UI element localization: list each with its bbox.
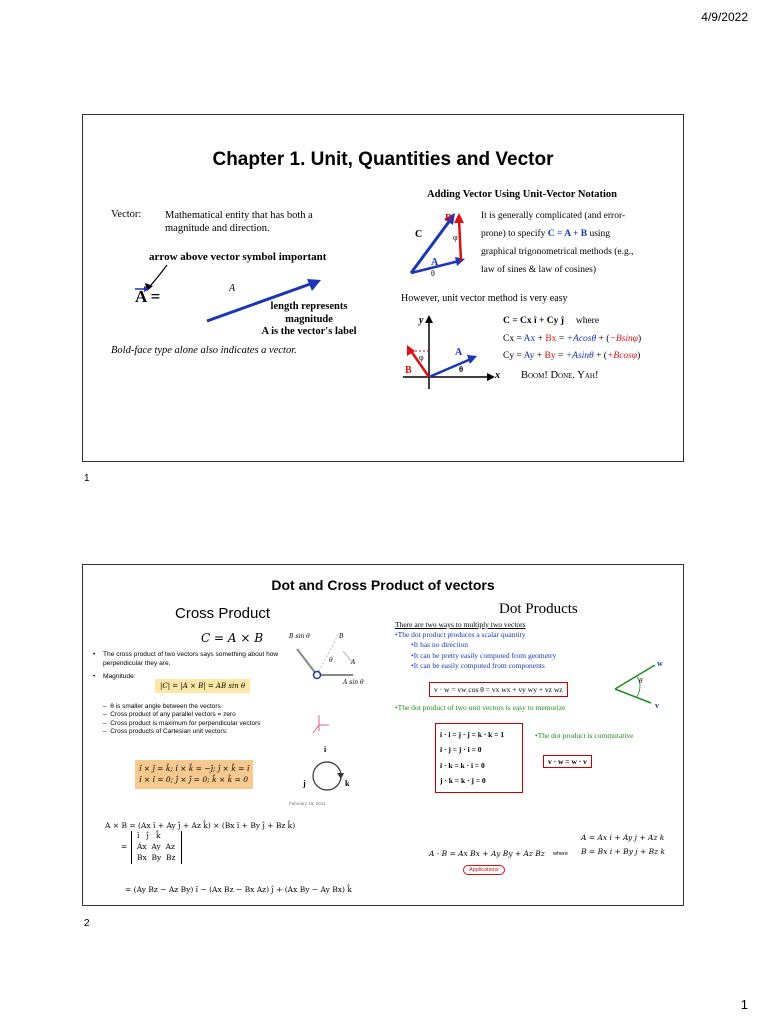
components-theta: θ [459, 365, 464, 374]
y-axis-head [425, 315, 433, 323]
component-equations [503, 313, 641, 385]
ab-where: where [553, 851, 568, 857]
dot-bullet-2: •It has no direction [411, 640, 468, 650]
cycle-i-label: i [324, 745, 327, 754]
eq-cy-plus: + [534, 351, 545, 362]
x-axis-head [487, 373, 495, 381]
cross-sub-3: – Cross product is maximum for perpendicular vectors [103, 719, 261, 727]
slide-2-title: Dot and Cross Product of vectors [271, 577, 495, 593]
triangle-b-head [454, 213, 464, 223]
dot-bullet-3: •It can be pretty easily computed from geometry [411, 650, 557, 660]
cross-bullet-2-text: Magnitude: [103, 672, 136, 680]
arrow-note: arrow above vector symbol important [149, 251, 327, 263]
fig-theta-label: θ [329, 657, 333, 664]
eq-cy-pre: Cy = [503, 351, 524, 362]
fig-asin-label: A sin θ [343, 679, 364, 686]
eq-cx-plus: + [535, 333, 546, 344]
triangle-b-arrow [459, 219, 461, 261]
vw-w-line [615, 665, 655, 689]
a-arrow-label: A [229, 283, 236, 294]
cycle-j-label: j [303, 779, 306, 788]
components-phi: φ [419, 353, 424, 362]
cross-sub-4: – Cross products of Cartesian unit vectors: [103, 728, 228, 736]
a-definition: A = Ax i + Ay j + Az k [581, 833, 665, 842]
triangle-phi: φ [453, 233, 458, 242]
eq-cy-bcos: +Bcosφ [606, 351, 638, 362]
determinant-eqsign: = [121, 842, 128, 851]
cross-product-title: Cross Product [175, 605, 271, 622]
b-definition: B = Bx i + By j + Bz k [581, 847, 666, 857]
adding-vector-text [481, 207, 681, 279]
cross-bullet-1: • The cross product of two vectors says something about how perpendicular they are. [93, 651, 279, 667]
eq-c-line [503, 313, 641, 331]
fig-a-label: A [351, 659, 356, 666]
adding-text-2: prone) to specify [481, 229, 546, 240]
triangle-c-label: C [415, 229, 423, 240]
dot-unit-box [435, 723, 523, 793]
dot-products-title: Dot Products [499, 601, 578, 617]
however-text: However, unit vector method is very easy [401, 293, 568, 304]
eq-cx-line [503, 331, 641, 349]
cross-sub-4-text: Cross products of Cartesian unit vectors: [110, 728, 228, 736]
cross-sub-2: – Cross product of any parallel vectors = zero [103, 711, 236, 719]
eq-cy-close: ) [637, 351, 641, 362]
det-row-2: Ax Ay Az [137, 841, 175, 851]
cycle-k-label: k [345, 779, 350, 788]
print-date: 4/9/2022 [701, 10, 748, 24]
eq-cx-acos: +Acosθ [566, 333, 597, 344]
adding-text-4: graphical trigonometrical methods (e.g., [481, 247, 634, 258]
eq-where: where [575, 316, 600, 326]
fig-bsin-label: B sin θ [289, 633, 310, 640]
ijk-cycle-arrow [337, 773, 344, 779]
determinant-matrix [131, 831, 182, 864]
fig-origin [314, 672, 321, 679]
label-note: A is the vector's label [261, 326, 357, 338]
figure-date: February 18, 2011 [289, 801, 326, 806]
vector-label: Vector: [111, 209, 142, 220]
dot-unit-3: i · k = k · i = 0 [440, 760, 485, 770]
determinant-line-3: = (Ay Bz − Az By) î − (Ax Bz − Bx Az) ĵ + (Ax By − Ay Bx) k̂ [125, 885, 352, 894]
vector-definition: Mathematical entity that has both a magnitude and direction. [165, 210, 313, 235]
small-axes-figure [309, 713, 331, 737]
boom-text: Boom! Done. Yah! [521, 369, 599, 381]
unit-cross-line-2: î × î = 0; ĵ × ĵ = 0; k̂ × k̂ = 0 [139, 775, 248, 785]
determinant-line-1: A × B = (Ax î + Ay ĵ + Az k̂) × (Bx î + By ĵ + Bz k̂) [105, 821, 296, 830]
slide-2-number: 2 [84, 918, 90, 929]
slide-1-number: 1 [84, 473, 90, 484]
dot-unit-4: j · k = k · j = 0 [440, 776, 486, 786]
component-a-arrow [429, 359, 471, 377]
triangle-theta: θ [431, 269, 435, 278]
adding-vector-title: Adding Vector Using Unit-Vector Notation [427, 189, 617, 200]
length-note-line-2: magnitude [285, 313, 333, 325]
dot-unit-1: i · i = j · j = k · k = 1 [440, 730, 505, 739]
cross-sub-bullets [103, 703, 303, 737]
fig-b-vector [297, 649, 317, 675]
dot-ways: There are two ways to multiply two vectors [395, 620, 526, 629]
unit-cross-box [135, 760, 253, 789]
adding-text-5: law of sines & law of cosines) [481, 265, 597, 276]
eq-cx-eq: = [556, 333, 567, 344]
vw-theta-label: θ [639, 677, 643, 685]
applications-button[interactable]: Applications [463, 865, 505, 875]
dot-unit-note: •The dot product of two unit vectors is easy to memorize [395, 703, 566, 712]
adding-equation: C = A + B [547, 229, 588, 240]
cross-product-eq: C = A × B [201, 631, 264, 645]
eq-cy-plus2: + ( [593, 351, 607, 362]
commutative-note: •The dot product is commutative [535, 731, 634, 740]
pointer-arrow [149, 265, 167, 287]
adding-text-2-line [481, 225, 681, 243]
det-row-3: Bx By Bz [137, 852, 176, 862]
eq-cy-asin: +Asinθ [565, 351, 594, 362]
unit-cross-line-1: î × ĵ = k̂; î × k̂ = −ĵ; ĵ × k̂ = î [139, 764, 250, 773]
triangle-b-label: B [445, 213, 452, 224]
slide-2 [82, 564, 684, 906]
ijk-cycle-circle [313, 762, 341, 790]
adding-text-3: using [589, 229, 611, 240]
dot-bullet-4: •It can be easily computed from components [411, 661, 545, 671]
components-diagram [401, 311, 501, 395]
eq-cy-by: By [544, 351, 556, 362]
a-symbol: A = [135, 287, 161, 306]
det-row-1: î ĵ k̂ [137, 831, 161, 840]
ab-definitions [581, 831, 665, 860]
fig-b-dash [317, 633, 339, 675]
eq-cx-bsin: −Bsinφ [609, 333, 638, 344]
page-number: 1 [740, 997, 748, 1012]
slide-1-title: Chapter 1. Unit, Quantities and Vector [212, 149, 554, 170]
triangle-a-label: A [431, 257, 439, 268]
ijk-cycle-figure [297, 751, 357, 801]
eq-cx-close: ) [638, 333, 642, 344]
cross-sub-2-text: Cross product of any parallel vectors = zero [110, 711, 236, 719]
cross-bullets [93, 651, 289, 682]
adding-text-1: It is generally complicated (and error- [481, 211, 626, 221]
cross-sub-3-text: Cross product is maximum for perpendicular vectors [110, 719, 261, 727]
small-axis-z [313, 725, 319, 733]
bold-face-note: Bold-face type alone also indicates a vector. [111, 345, 297, 356]
eq-cx-plus2: + ( [596, 333, 610, 344]
length-note-line-1: length represents [270, 301, 348, 312]
vw-v-label: v [655, 701, 659, 710]
components-y-label: y [419, 315, 424, 326]
commutative-equation: v · w = w · v [543, 755, 592, 768]
eq-cx-bx: Bx [545, 333, 557, 344]
eq-cy-ay: Ay [523, 351, 535, 362]
eq-cx-pre: Cx = [503, 333, 524, 344]
component-a-head [467, 355, 477, 364]
components-b-label: B [405, 365, 412, 376]
eq-cy-line [503, 348, 641, 366]
cross-sub-1-text: θ is smaller angle between the vectors [110, 703, 221, 710]
cross-bullet-1-text: The cross product of two vectors says something about how perpendicular they are. [103, 651, 279, 667]
components-a-label: A [455, 347, 463, 358]
components-x-label: x [495, 370, 500, 381]
eq-cx-ax: Ax [523, 333, 536, 344]
cross-sub-1: – θ is smaller angle between the vectors [103, 703, 221, 710]
length-note [249, 301, 369, 339]
dot-bullet-1: •The dot product produces a scalar quantity [395, 630, 526, 639]
vw-w-label: w [657, 659, 663, 668]
ab-dot-equation: A · B = Ax Bx + Ay By + Az Bz [429, 849, 545, 858]
dot-bullets [395, 630, 556, 671]
magnitude-equation: |C| = |A × B| = AB sin θ [155, 679, 250, 693]
dot-product-equation: v · w = vw cos θ = vx wx + vy wy + vz wz [429, 682, 568, 697]
cross-bullet-2: • Magnitude: [93, 672, 136, 680]
slide-1 [82, 114, 684, 462]
eq-c: C = Cx î + Cy ĵ [503, 316, 564, 326]
vw-v-line [615, 689, 651, 703]
fig-b-label: B [339, 633, 344, 640]
eq-cy-eq: = [555, 351, 566, 362]
dot-unit-2: i · j = j · i = 0 [440, 745, 482, 755]
triangle-diagram [403, 207, 483, 281]
